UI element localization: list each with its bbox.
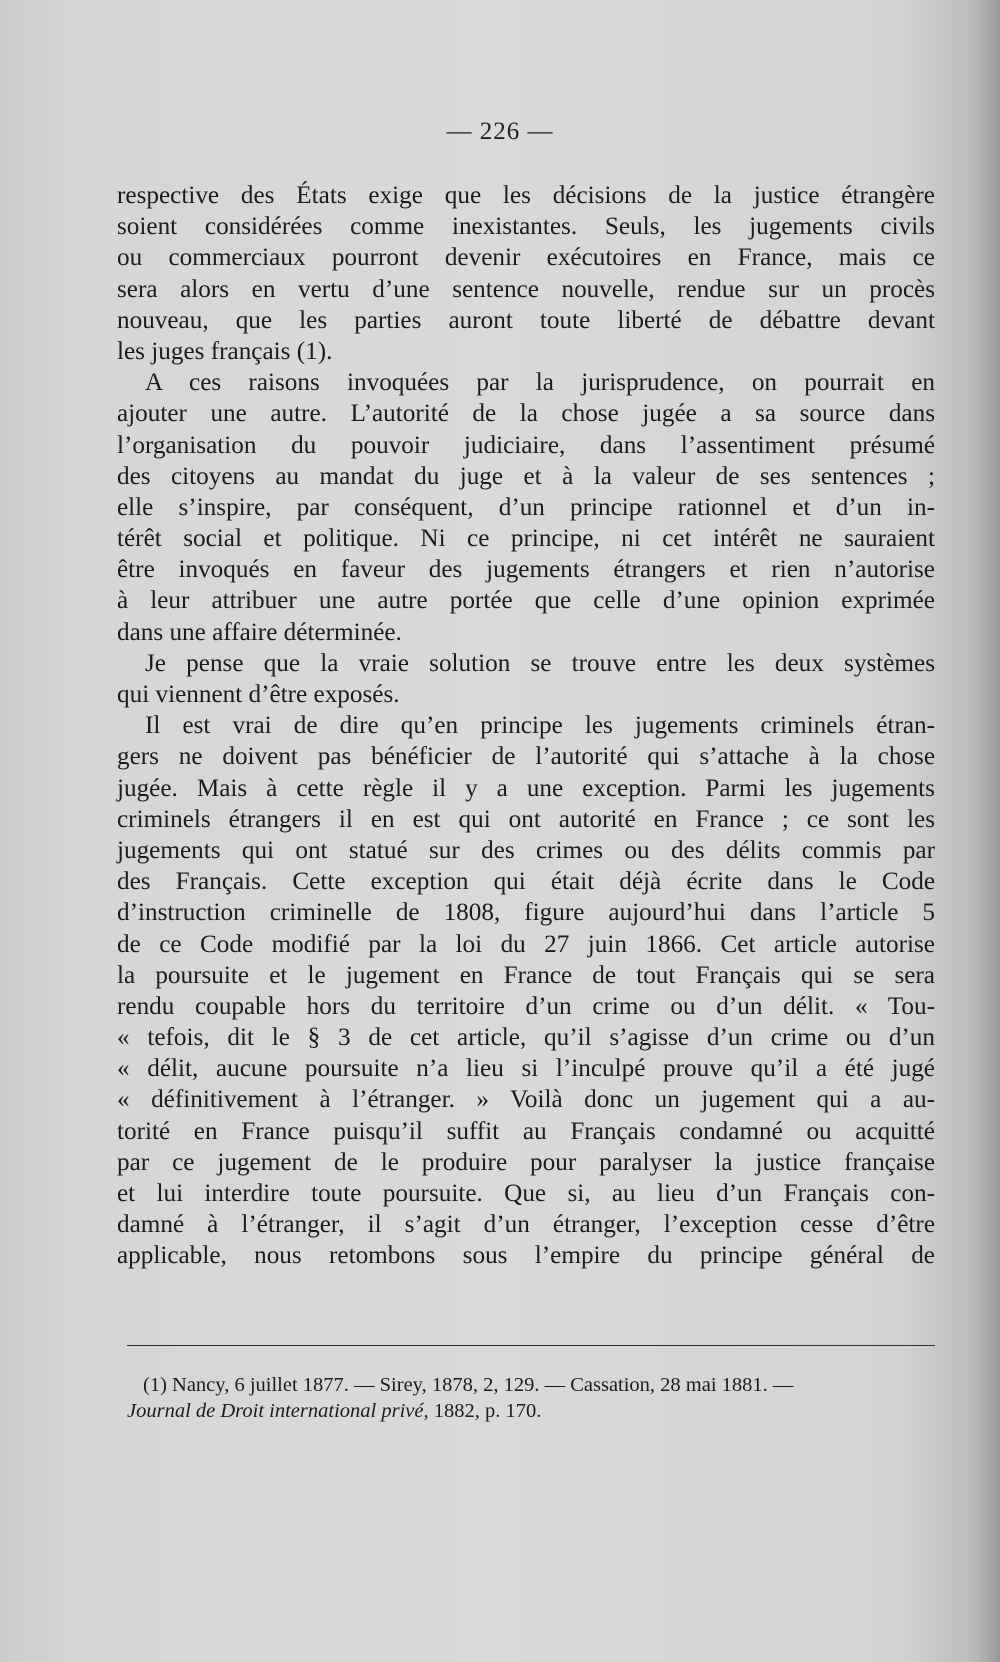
text-line: respective des États exige que les décisions de la justice étrangère xyxy=(117,182,935,209)
text-line: les juges français (1). xyxy=(117,337,333,365)
text-line: ou commerciaux pourront devenir exécutoires en France, mais ce xyxy=(117,244,935,272)
text-line: « délit, aucune poursuite n’a lieu si l’inculpé prouve qu’il a été jugé xyxy=(117,1055,935,1083)
text-line: des Français. Cette exception qui était déjà écrite dans le Code xyxy=(117,868,935,896)
text-line: l’organisation du pouvoir judiciaire, dans l’assentiment présumé xyxy=(117,431,935,459)
text-line: des citoyens au mandat du juge et à la valeur de ses sentences ; xyxy=(117,462,935,490)
text-line: gers ne doivent pas bénéficier de l’autorité qui s’attache à la chose xyxy=(117,743,935,771)
text-line: applicable, nous retombons sous l’empire du principe général de xyxy=(117,1242,935,1270)
text-line: « tefois, dit le § 3 de cet article, qu’il s’agisse d’un crime ou d’un xyxy=(117,1024,935,1052)
text-line: rendu coupable hors du territoire d’un crime ou d’un délit. « Tou- xyxy=(117,992,935,1020)
text-line: soient considérées comme inexistantes. Seuls, les jugements civils xyxy=(117,213,935,241)
text-line: par ce jugement de le produire pour paralyser la justice française xyxy=(117,1148,935,1176)
text-line: ajouter une autre. L’autorité de la chose jugée a sa source dans xyxy=(117,400,935,428)
text-line: à leur attribuer une autre portée que celle d’une opinion exprimée xyxy=(117,587,935,615)
footnote-line-2 xyxy=(127,1398,935,1424)
text-line: être invoqués en faveur des jugements étrangers et rien n’autorise xyxy=(117,556,935,584)
footnote-rule xyxy=(127,1345,935,1346)
text-line: Je pense que la vraie solution se trouve entre les deux systèmes xyxy=(145,649,935,677)
body-text xyxy=(117,180,935,1272)
text-line: de ce Code modifié par la loi du 27 juin 1866. Cet article autorise xyxy=(117,930,935,958)
text-line: térêt social et politique. Ni ce principe, ni cet intérêt ne sauraient xyxy=(117,525,935,553)
text-line: qui viennent d’être exposés. xyxy=(117,681,400,708)
text-line: jugements qui ont statué sur des crimes ou des délits commis par xyxy=(117,836,935,864)
text-line: nouveau, que les parties auront toute liberté de débattre devant xyxy=(117,306,935,334)
text-line: elle s’inspire, par conséquent, d’un principe rationnel et d’un in- xyxy=(117,493,935,521)
page-number: — 226 — xyxy=(446,118,554,145)
text-line: criminels étrangers il en est qui ont autorité en France ; ce sont les xyxy=(117,805,935,833)
text-line: damné à l’étranger, il s’agit d’un étranger, l’exception cesse d’être xyxy=(117,1211,935,1239)
text-line: la poursuite et le jugement en France de tout Français qui se sera xyxy=(117,961,935,989)
footnote xyxy=(127,1372,935,1424)
text-line: sera alors en vertu d’une sentence nouvelle, rendue sur un procès xyxy=(117,275,935,303)
footnote-journal-title: Journal de Droit international privé, xyxy=(127,1400,429,1422)
text-line: d’instruction criminelle de 1808, figure aujourd’hui dans l’article 5 xyxy=(117,899,935,927)
text-line: Il est vrai de dire qu’en principe les jugements criminels étran- xyxy=(145,712,935,740)
footnote-line-1: (1) Nancy, 6 juillet 1877. — Sirey, 1878, 2, 129. — Cassation, 28 mai 1881. — xyxy=(143,1374,794,1396)
text-line: torité en France puisqu’il suffit au Français condamné ou acquitté xyxy=(117,1117,935,1145)
footnote-journal-ref: 1882, p. 170. xyxy=(428,1400,542,1422)
text-line: dans une affaire déterminée. xyxy=(117,618,402,646)
text-line: A ces raisons invoquées par la jurisprudence, on pourrait en xyxy=(145,369,935,397)
text-line: jugée. Mais à cette règle il y a une exception. Parmi les jugements xyxy=(117,774,935,802)
text-line: « définitivement à l’étranger. » Voilà donc un jugement qui a au- xyxy=(117,1086,935,1114)
text-line: et lui interdire toute poursuite. Que si, au lieu d’un Français con- xyxy=(117,1180,935,1207)
